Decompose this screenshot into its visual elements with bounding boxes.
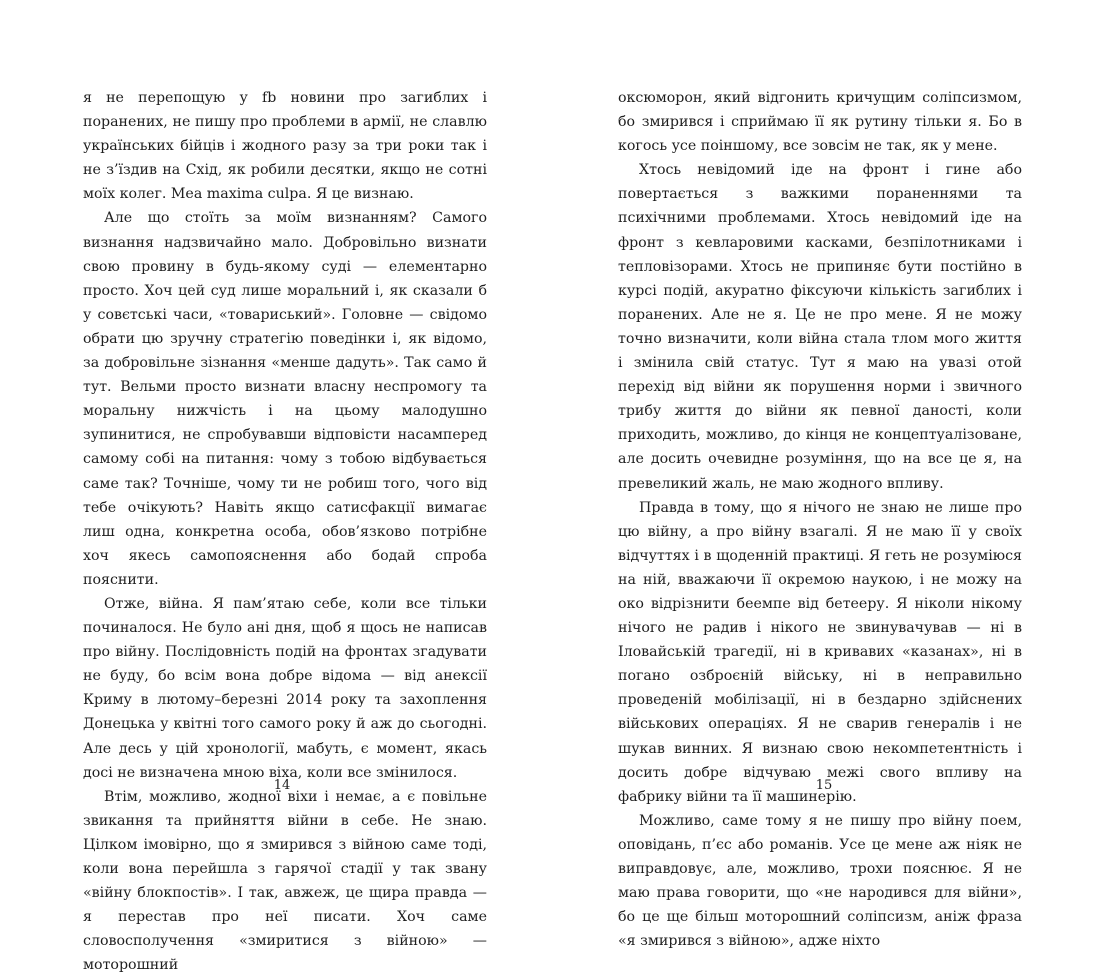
right-paragraph-1: оксюморон, який відгонить кричущим соліпсизмом, бо змирився і сприймаю її як рутину тільки я. Бо в когось усе поіншому, все зовсім не так, як у мене. bbox=[618, 90, 1022, 155]
left-page-number: 14 bbox=[273, 778, 291, 793]
left-page bbox=[83, 86, 487, 977]
left-paragraph-3: Отже, війна. Я пам’ятаю себе, коли все тільки починалося. Не було ані дня, щоб я щось не написав про війну. Послідовність подій на фронтах згадувати не буду, бо всім вона добре відома — від анексії Криму в лютому–березні 2014 року та захоплення Донецька у квітні того самого року й аж до сьогодні. Але десь у цій хронології, мабуть, є момент, якась досі не визначена мною віха, коли все змінилося. bbox=[83, 595, 487, 781]
right-page bbox=[618, 86, 1022, 953]
right-paragraph-4: Можливо, саме тому я не пишу про війну поем, оповідань, п’єс або романів. Усе це мене аж ніяк не виправдовує, але, можливо, трохи пояснює. Я не маю права говорити, що «не народився для війни», бо це ще більш моторошний соліпсизм, аніж фраза «я змирився з війною», адже ніхто bbox=[618, 812, 1022, 950]
right-page-number: 15 bbox=[815, 778, 833, 793]
left-paragraph-2: Але що стоїть за моїм визнанням? Самого визнання надзвичайно мало. Добровільно визнати свою провину в будь-якому суді — елементарно просто. Хоч цей суд лише моральний і, як сказали б у совєтські часи, «товариський». Головне — свідомо обрати цю зручну стратегію поведінки і, як відомо, за добровільне зізнання «менше дадуть». Так само й тут. Вельми просто визнати власну неспромогу та моральну нижчість і на цьому малодушно зупинитися, не спробувавши відповісти насамперед самому собі на питання: чому з тобою відбувається саме так? Точніше, чому ти не робиш того, чого від тебе очікують? Навіть якщо сатисфакції вимагає лиш одна, конкретна особа, обов’язково потрібне хоч якесь самопояснення або бодай спроба пояснити. bbox=[83, 210, 487, 588]
left-paragraph-1: я не перепощую у fb новини про загиблих і поранених, не пишу про проблеми в армії, не славлю українських бійців і жодного разу за три роки так і не з’їздив на Схід, як робили десятки, якщо не сотні моїх колег. Mea maxima culpa. Я це визнаю. bbox=[83, 90, 487, 203]
right-paragraph-2: Хтось невідомий іде на фронт і гине або повертається з важкими пораненнями та психічними проблемами. Хтось невідомий іде на фронт з кевларовими касками, безпілотниками і тепловізорами. Хтось не припиняє бути постійно в курсі подій, акуратно фіксуючи кількість загиблих і поранених. Але не я. Це не про мене. Я не можу точно визначити, коли війна стала тлом мого життя і змінила свій статус. Тут я маю на увазі отой перехід від війни як порушення норми і звичного трибу життя до війни як певної даності, коли приходить, можливо, до кінця не концептуалізоване, але досить очевидне розуміння, що на все це я, на превеликий жаль, не маю жодного впливу. bbox=[618, 162, 1022, 492]
right-paragraph-3: Правда в тому, що я нічого не знаю не лише про цю війну, а про війну взагалі. Я не маю її у своїх відчуттях і в щоденній практиці. Я геть не розуміюся на ній, вважаючи її окремою наукою, і не можу на око відрізнити беемпе від бетееру. Я ніколи нікому нічого не радив і нікого не звинувачував — ні в Іловайській трагедії, ні в кривавих «казанах», ні в погано озброєній війську, ні в неправильно проведеній мобілізації, ні в бездарно здійснених військових операціях. Я не сварив генералів і не шукав винних. Я визнаю свою некомпетентність і досить добре відчуваю межі свого впливу на фабрику війни та її машинерію. bbox=[618, 499, 1022, 805]
left-paragraph-4: Втім, можливо, жодної віхи і немає, а є повільне звикання та прийняття війни в себе. Не знаю. Цілком імовірно, що я змирився з війною саме тоді, коли вона перейшла з гарячої стадії у так звану «війну блокпостів». І так, авжеж, це щира правда — я перестав про неї писати. Хоч саме словосполучення «змиритися з війною» — моторошний bbox=[83, 788, 487, 974]
